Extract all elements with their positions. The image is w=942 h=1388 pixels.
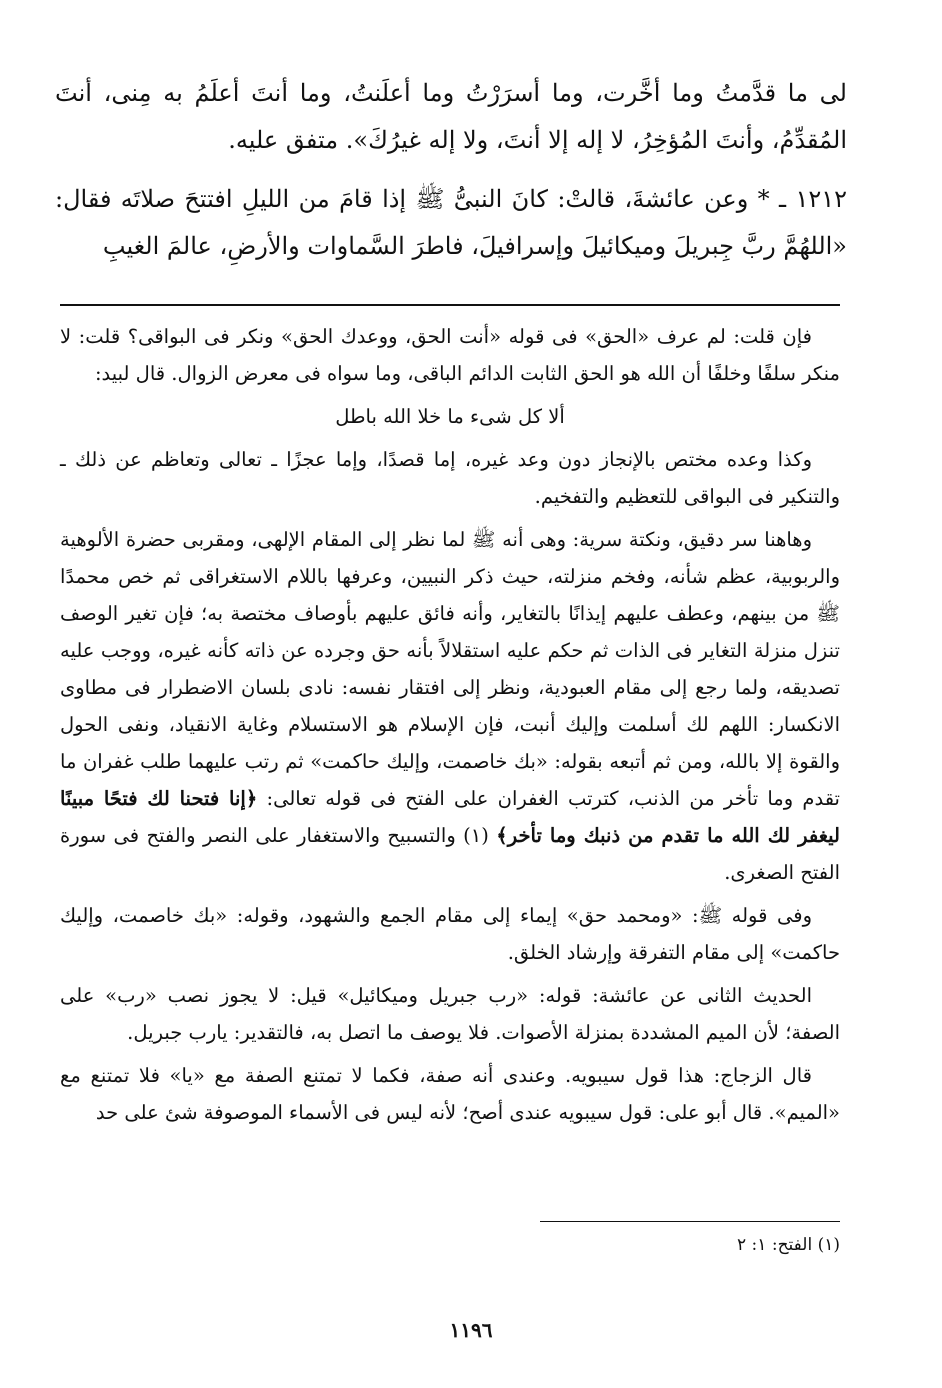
poetry-verse: ألا كل شىء ما خلا الله باطل xyxy=(335,405,565,428)
commentary-text: وهاهنا سر دقيق، ونكتة سرية: وهى أنه ﷺ لما نظر إلى المقام الإلهى، ومقربى حضرة الألوهية والربوبية، عظم شأنه، وفخم منزلته، حيث ذكر النبيين، وعرفها باللام الاستغراقى ثم خص محمدًا ﷺ من بينهم، وعطف عليهم إيذانًا بالتغاير، وأنه فائق عليهم بأوصاف مختصة به؛ فإن تغير الوصف تنزل منزلة التغاير فى الذات ثم حكم عليه استقلالاً بأنه حق وجرده عن ذاته كأنه غيره، ووجب عليه تصديقه، ولما رجع إلى مقام العبودية، ونظر إلى افتقار نفسه: نادى بلسان الاضطرار فى مطاوى الانكسار: اللهم لك أسلمت وإليك أنبت، فإن الإسلام هو الاستسلام وغاية الانقياد، ونفى الحول والقوة إلا بالله، ومن ثم أتبعه بقوله: «بك خاصمت، وإليك حاكمت» ثم رتب عليهما طلب غفران ما تقدم وما تأخر من الذنب، كترتب الغفران على الفتح فى قوله تعالى: xyxy=(60,528,840,810)
commentary-paragraph xyxy=(60,521,840,891)
footnote-reference: (١) xyxy=(463,824,489,847)
hadith-paragraph: ١٢١٢ ـ * وعن عائشةَ، قالتْ: كانَ النبىُّ ﷺ إذا قامَ من الليلِ افتتحَ صلاتَه فقال: «اللهُمَّ ربَّ جِبريلَ وميكائيلَ وإسرافيلَ، فاطرَ السَّماوات والأرضِ، عالمَ الغيبِ xyxy=(55,185,847,260)
commentary-paragraph: وكذا وعده مختص بالإنجاز دون وعد غيره، إما قصدًا، وإما عجزًا ـ تعالى وتعاظم عن ذلك ـ والتنكير فى البواقى للتعظيم والتفخيم. xyxy=(60,448,840,508)
page-number: ١١٩٦ xyxy=(449,1318,493,1342)
commentary-paragraph: الحديث الثانى عن عائشة: قوله: «رب جبريل وميكائيل» قيل: لا يجوز نصب «رب» على الصفة؛ لأن الميم المشددة بمنزلة الأصوات. فلا يوصف ما اتصل به، فالتقدير: يارب جبريل. xyxy=(60,984,840,1044)
commentary-paragraph: فإن قلت: لم عرف «الحق» فى قوله «أنت الحق، ووعدك الحق» ونكر فى البواقى؟ قلت: لا منكر سلفًا وخلفًا أن الله هو الحق الثابت الدائم الباقى، وما سواه فى معرض الزوال. قال لبيد: xyxy=(60,325,840,385)
separator-line xyxy=(60,304,840,306)
commentary-paragraph: قال الزجاج: هذا قول سيبويه. وعندى أنه صفة، فكما لا تمتنع الصفة مع «يا» فلا تمتنع مع «الميم». قال أبو على: قول سيبويه عندى أصح؛ لأنه ليس فى الأسماء الموصوفة شئ على حد xyxy=(60,1064,840,1124)
quran-quote: ﴿إنا فتحنا لك فتحًا مبينًا ليغفر لك الله ما تقدم من ذنبك وما تأخر﴾ xyxy=(60,787,840,847)
footnote: (١) الفتح: ١: ٢ xyxy=(737,1235,840,1255)
main-paragraph: لى ما قدَّمتُ وما أخَّرت، وما أسرَرْتُ وما أعلَنتُ، وما أنتَ أعلَمُ به مِنى، أنتَ المُقدِّمُ، وأنتَ المُؤخِرُ، لا إله إلا أنتَ، ولا إله غيرُكَ». متفق عليه. xyxy=(55,79,847,154)
commentary-section xyxy=(60,318,840,1137)
footnote-separator xyxy=(540,1221,840,1222)
commentary-paragraph: وفى قوله ﷺ: «ومحمد حق» إيماء إلى مقام الجمع والشهود، وقوله: «بك خاصمت، وإليك حاكمت» إلى مقام التفرقة وإرشاد الخلق. xyxy=(60,904,840,964)
commentary-text: والتسبيح والاستغفار على النصر والفتح فى سورة الفتح الصغرى. xyxy=(60,824,840,884)
main-text xyxy=(55,70,847,270)
